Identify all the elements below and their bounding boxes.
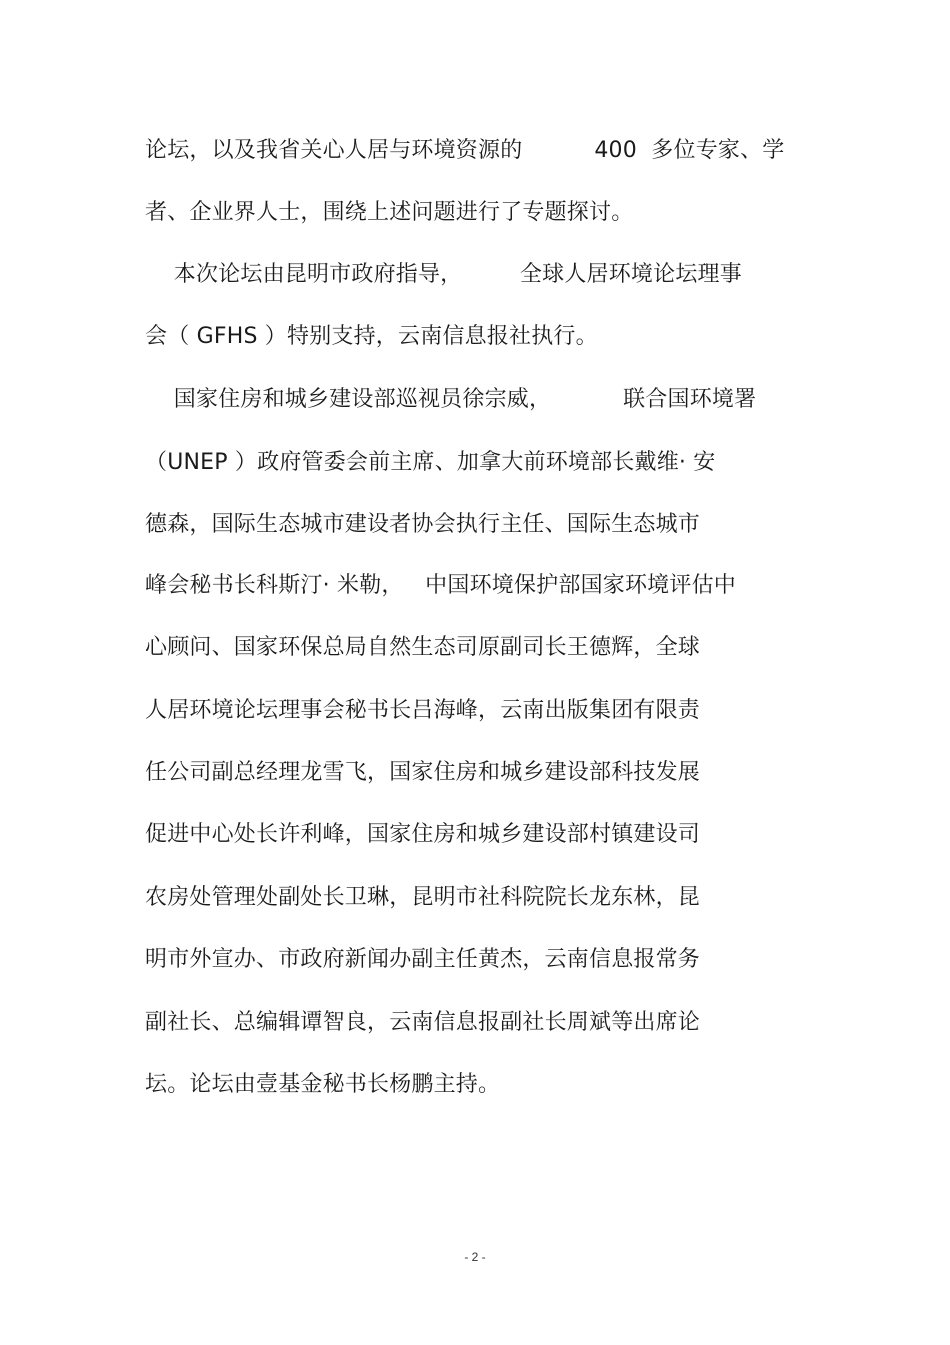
text-line: 论坛，以及我省关心人居与环境资源的 400 多位专家、学 [145,138,785,163]
text-line: 促进中心处长许利峰，国家住房和城乡建设部村镇建设司 [145,822,701,847]
text-line: 国家住房和城乡建设部巡视员徐宗威， 联合国环境署 [145,387,757,412]
text-line: 德森，国际生态城市建设者协会执行主任、国际生态城市 [145,512,701,537]
text-line: 副社长、总编辑谭智良，云南信息报副社长周斌等出席论 [145,1010,701,1035]
text-line: 明市外宣办、市政府新闻办副主任黄杰，云南信息报常务 [145,947,701,972]
text-line: 会（ GFHS ）特别支持，云南信息报社执行。 [145,324,598,349]
page-number: - 2 - [464,1250,486,1264]
text-line: 任公司副总经理龙雪飞，国家住房和城乡建设部科技发展 [145,760,701,785]
text-line: 坛。论坛由壹基金秘书长杨鹏主持。 [145,1072,501,1097]
text-line: 本次论坛由昆明市政府指导， 全球人居环境论坛理事 [145,262,742,287]
text-line: 峰会秘书长科斯汀· 米勒， 中国环境保护部国家环境评估中 [145,573,736,598]
text-line: 人居环境论坛理事会秘书长吕海峰，云南出版集团有限责 [145,698,701,723]
text-line: （UNEP ）政府管委会前主席、加拿大前环境部长戴维· 安 [145,450,716,475]
text-line: 农房处管理处副处长卫琳，昆明市社科院院长龙东林，昆 [145,885,701,910]
text-line: 心顾问、国家环保总局自然生态司原副司长王德辉，全球 [145,635,701,660]
text-line: 者、企业界人士，围绕上述问题进行了专题探讨。 [145,200,634,225]
